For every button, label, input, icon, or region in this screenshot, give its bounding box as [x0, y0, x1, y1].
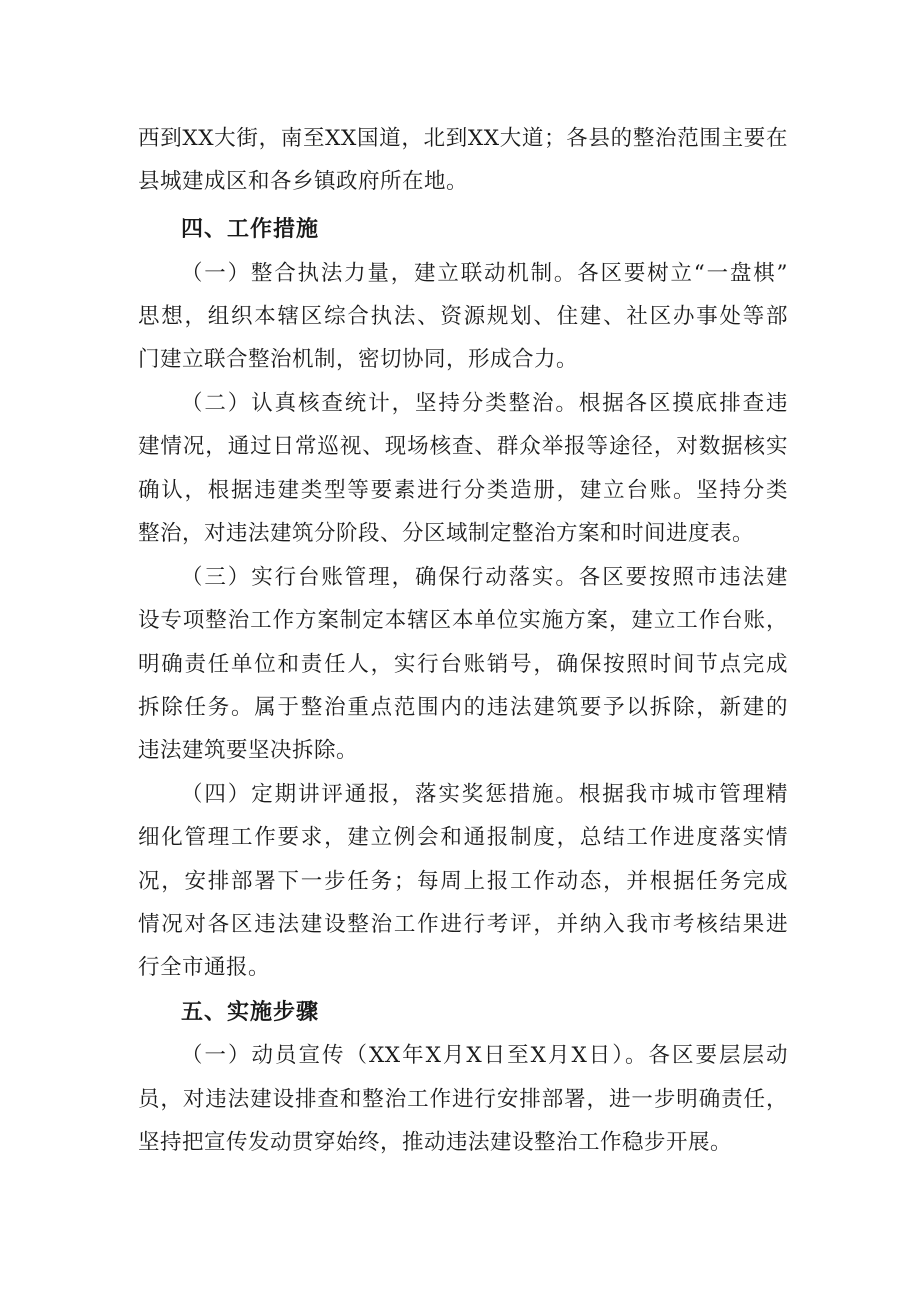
paragraph-measure-2-line: 整治，对违法建筑分阶段、分区域制定整治方案和时间进度表。: [138, 521, 755, 546]
paragraph-step-1-line: （一）动员宣传（XX年X月X日至X月X日）。各区要层层动: [181, 1043, 788, 1068]
paragraph-measure-4-line: 行全市通报。: [138, 955, 271, 980]
paragraph-measure-1-line: （一）整合执法力量，建立联动机制。各区要树立“一盘棋”: [181, 261, 788, 286]
paragraph-measure-3-line: 拆除任务。属于整治重点范围内的违法建筑要予以拆除，新建的: [138, 695, 788, 720]
paragraph-measure-4-line: 情况对各区违法建设整治工作进行考评，并纳入我市考核结果进: [138, 912, 788, 937]
section-heading-work-measures: 四、工作措施: [181, 217, 320, 242]
paragraph-scope-line: 县城建成区和各乡镇政府所在地。: [138, 169, 469, 194]
paragraph-measure-1-line: 门建立联合整治机制，密切协同，形成合力。: [138, 347, 579, 372]
paragraph-step-1-line: 坚持把宣传发动贯穿始终，推动违法建设整治工作稳步开展。: [138, 1130, 733, 1155]
paragraph-scope-line: 西到XX大街，南至XX国道，北到XX大道；各县的整治范围主要在: [138, 126, 788, 151]
paragraph-measure-4-line: 细化管理工作要求，建立例会和通报制度，总结工作进度落实情: [138, 825, 788, 850]
paragraph-measure-3-line: （三）实行台账管理，确保行动落实。各区要按照市违法建: [181, 565, 788, 590]
paragraph-measure-4-line: （四）定期讲评通报，落实奖惩措施。根据我市城市管理精: [181, 782, 788, 807]
paragraph-measure-2-line: （二）认真核查统计，坚持分类整治。根据各区摸底排查违: [181, 391, 788, 416]
paragraph-measure-3-line: 明确责任单位和责任人，实行台账销号，确保按照时间节点完成: [138, 652, 788, 677]
paragraph-measure-2-line: 建情况，通过日常巡视、现场核查、群众举报等途径，对数据核实: [138, 434, 788, 459]
paragraph-measure-2-line: 确认，根据违建类型等要素进行分类造册，建立台账。坚持分类: [138, 478, 788, 503]
section-heading-implementation-steps: 五、实施步骤: [181, 1000, 320, 1025]
paragraph-measure-3-line: 设专项整治工作方案制定本辖区本单位实施方案，建立工作台账，: [138, 608, 788, 633]
paragraph-measure-3-line: 违法建筑要坚决拆除。: [138, 738, 359, 763]
paragraph-step-1-line: 员，对违法建设排查和整治工作进行安排部署，进一步明确责任，: [138, 1087, 788, 1112]
paragraph-measure-4-line: 况，安排部署下一步任务；每周上报工作动态，并根据任务完成: [138, 869, 788, 894]
paragraph-measure-1-line: 思想，组织本辖区综合执法、资源规划、住建、社区办事处等部: [138, 304, 788, 329]
